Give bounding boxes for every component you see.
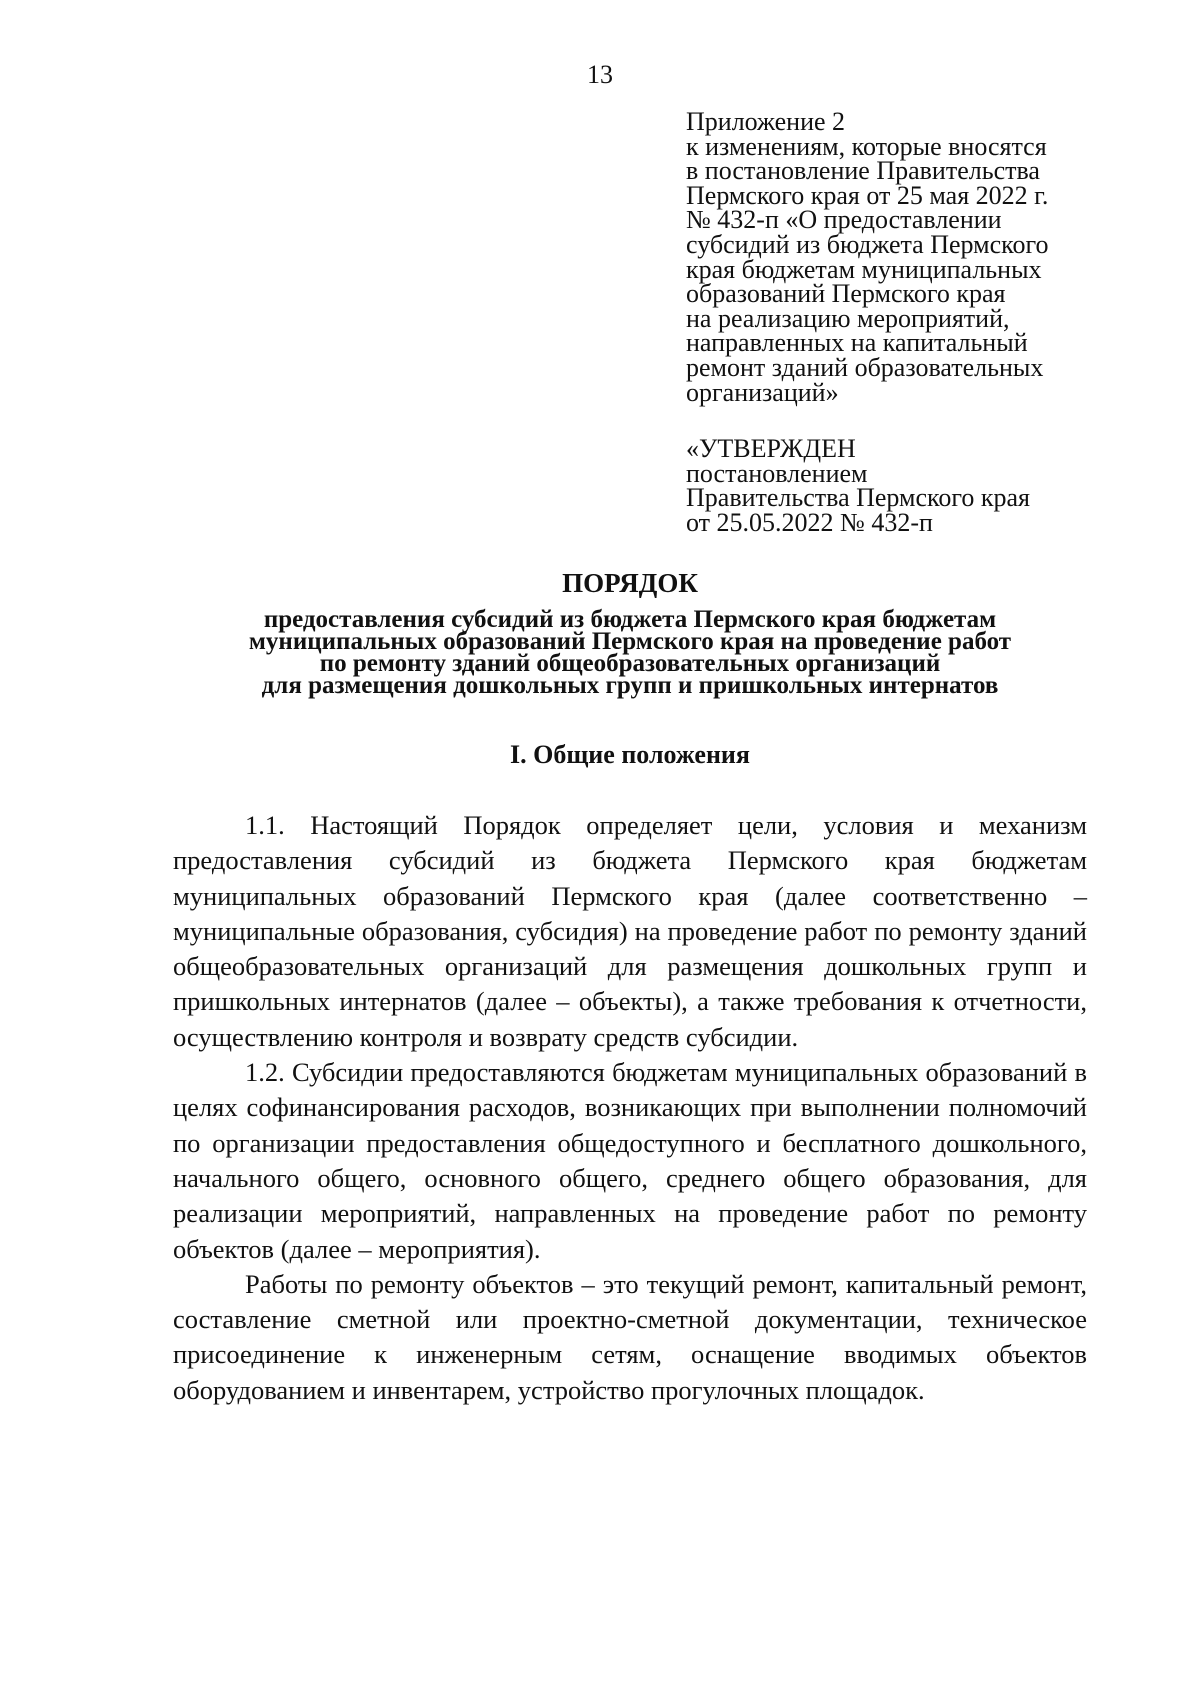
subtitle-line: по ремонту зданий общеобразовательных организаций (319, 650, 941, 677)
subtitle-line: для размещения дошкольных групп и пришкольных интернатов (261, 672, 999, 699)
appendix-line: в постановление Правительства (686, 156, 1040, 186)
document-subtitle (0, 606, 1200, 699)
approval-line: Правительства Пермского края (686, 483, 1030, 513)
appendix-line: на реализацию мероприятий, (686, 303, 1010, 333)
appendix-line: субсидий из бюджета Пермского (686, 229, 1049, 259)
paragraph-1-2: 1.2. Субсидии предоставляются бюджетам муниципальных образований в целях софинансирования расходов, возникающих при выполнении полномочий по организации предоставления общедоступного и бесплатного дошкольного, начального общего, основного общего, среднего общего образования, для реализации мероприятий, направленных на проведение работ по ремонту объектов (далее – мероприятия). (173, 1057, 1087, 1264)
paragraph-repair-works: Работы по ремонту объектов – это текущий ремонт, капитальный ремонт, составление сметной или проектно-сметной документации, техническое присоединение к инженерным сетям, оснащение вводимых объектов оборудованием и инвентарем, устройство прогулочных площадок. (173, 1268, 1087, 1405)
section-heading: I. Общие положения (510, 740, 750, 769)
page-number: 13 (587, 60, 613, 89)
approval-line: «УТВЕРЖДЕН (686, 434, 856, 463)
subtitle-line: предоставления субсидий из бюджета Пермского края бюджетам (263, 606, 997, 633)
appendix-line: Приложение 2 (686, 107, 846, 136)
subtitle-line: муниципальных образований Пермского края на проведение работ (248, 628, 1012, 655)
appendix-line: № 432-п «О предоставлении (686, 205, 1002, 235)
appendix-block (686, 107, 1096, 407)
appendix-line: образований Пермского края (686, 279, 1006, 309)
approval-line: от 25.05.2022 № 432-п (686, 507, 933, 537)
approval-line: постановлением (686, 458, 868, 488)
appendix-line: направленных на капитальный (686, 328, 1028, 358)
appendix-line: края бюджетам муниципальных (686, 254, 1042, 284)
appendix-line: ремонт зданий образовательных (686, 352, 1044, 382)
document-title: ПОРЯДОК (562, 568, 698, 598)
appendix-line: организаций» (686, 377, 839, 407)
body-text (173, 808, 1087, 1408)
approval-block (686, 434, 1106, 537)
appendix-line: к изменениям, которые вносятся (686, 131, 1047, 161)
appendix-line: Пермского края от 25 мая 2022 г. (686, 180, 1049, 210)
paragraph-1-1: 1.1. Настоящий Порядок определяет цели, условия и механизм предоставления субсидий из бюджета Пермского края бюджетам муниципальных образований Пермского края (далее соответственно – муниципальные образования, субсидия) на проведение работ по ремонту зданий общеобразовательных организаций для размещения дошкольных групп и пришкольных интернатов (далее – объекты), а также требования к отчетности, осуществлению контроля и возврату средств субсидии. (173, 810, 1087, 1052)
